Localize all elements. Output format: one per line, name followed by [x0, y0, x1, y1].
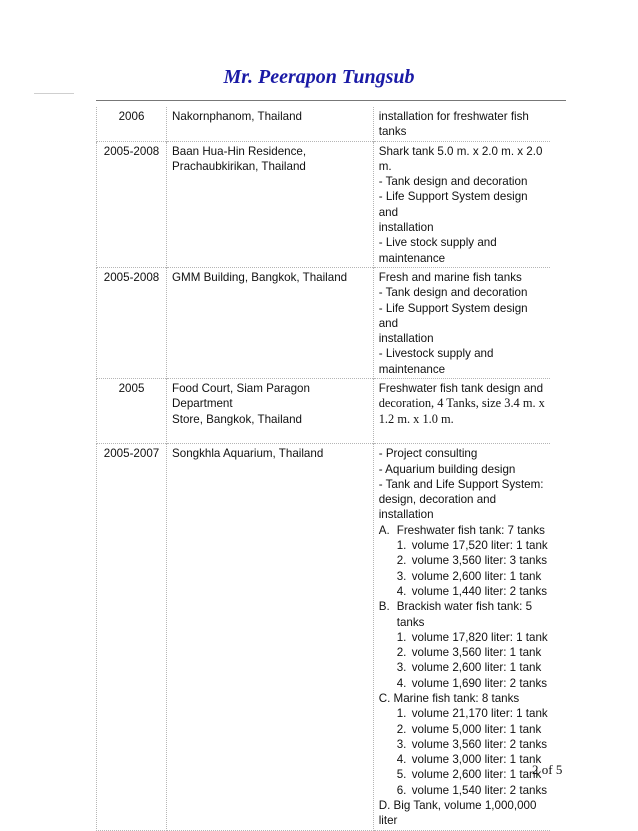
work-cell: [373, 107, 550, 141]
year-cell: 2005-2008: [97, 141, 167, 267]
work-text: Brackish water fish tank: 5: [396, 600, 533, 614]
work-text: installation: [378, 332, 434, 346]
work-text: volume 2,600 liter: 1 tank: [411, 569, 542, 583]
year-cell: 2006: [97, 107, 167, 141]
work-line: [379, 630, 548, 645]
project-table: [96, 107, 550, 831]
work-text: D. Big Tank, volume 1,000,000 liter: [378, 799, 537, 828]
work-line: [379, 553, 548, 568]
location-cell: [167, 141, 374, 267]
location-cell: [167, 444, 374, 830]
list-marker: 1.: [396, 630, 407, 644]
work-line: [379, 584, 548, 599]
work-text: - Livestock supply and: [378, 347, 494, 361]
work-text: decoration, 4 Tanks, size 3.4 m. x: [378, 396, 545, 411]
work-text: volume 3,000 liter: 1 tank: [411, 753, 542, 767]
work-text: design, decoration and installation: [378, 493, 497, 522]
work-text: maintenance: [378, 251, 446, 265]
year-cell: 2005: [97, 379, 167, 444]
work-line: [379, 737, 548, 752]
work-line: [379, 462, 548, 477]
work-line: [379, 124, 548, 139]
list-marker: 3.: [396, 737, 407, 751]
location-line: Baan Hua-Hin Residence,: [172, 144, 307, 158]
work-cell: [373, 444, 550, 830]
work-line: [379, 477, 548, 492]
work-text: volume 5,000 liter: 1 tank: [411, 722, 542, 736]
work-text: volume 3,560 liter: 2 tanks: [411, 737, 548, 751]
table-row: [97, 444, 551, 830]
work-text: volume 17,820 liter: 1 tank: [411, 630, 548, 644]
work-text: installation for freshwater fish: [378, 110, 529, 123]
work-text: volume 3,560 liter: 3 tanks: [411, 554, 548, 568]
list-marker: 1.: [396, 707, 407, 721]
work-line: [379, 381, 548, 396]
list-marker: 4.: [396, 753, 407, 767]
location-line: Songkhla Aquarium, Thailand: [172, 447, 324, 461]
work-text: - Aquarium building design: [378, 462, 516, 476]
work-line: [379, 235, 548, 250]
work-line: [379, 599, 548, 614]
list-marker: 2.: [396, 554, 407, 568]
location-line: Prachaubkirikan, Thailand: [172, 159, 306, 173]
location-cell: [167, 267, 374, 378]
work-line: [379, 251, 548, 266]
work-line: [379, 523, 548, 538]
list-marker: 3.: [396, 569, 407, 583]
work-text: installation: [378, 221, 434, 235]
work-text: volume 1,440 liter: 2 tanks: [411, 584, 548, 598]
work-line: [379, 645, 548, 660]
work-text: maintenance: [378, 362, 446, 376]
location-line: Nakornphanom, Thailand: [172, 110, 302, 123]
work-line: [379, 492, 548, 523]
work-line: [379, 412, 548, 427]
location-line: Food Court, Siam Paragon Department: [172, 382, 310, 411]
list-marker: 4.: [396, 584, 407, 598]
work-text: 1.2 m. x 1.0 m.: [378, 411, 454, 426]
work-text: Freshwater fish tank: 7 tanks: [396, 523, 545, 537]
work-line: [379, 174, 548, 189]
work-text: volume 17,520 liter: 1 tank: [411, 539, 548, 553]
list-marker: 3.: [396, 661, 407, 675]
work-text: Fresh and marine fish tanks: [378, 270, 522, 284]
work-line: [379, 427, 548, 442]
work-line: [379, 676, 548, 691]
work-cell: [373, 141, 550, 267]
work-line: [379, 691, 548, 706]
work-line: [379, 706, 548, 721]
work-line: [379, 446, 548, 461]
work-text: tanks: [396, 615, 425, 629]
work-text: - Life Support System design and: [378, 301, 528, 330]
work-line: [379, 798, 548, 829]
work-line: [379, 767, 548, 782]
work-line: [379, 301, 548, 332]
header-rule: [96, 100, 566, 101]
table-row: [97, 141, 551, 267]
work-line: [379, 220, 548, 235]
work-text: tanks: [378, 125, 407, 139]
work-line: [379, 285, 548, 300]
table-row: [97, 379, 551, 444]
work-line: [379, 396, 548, 411]
work-text: volume 1,690 liter: 2 tanks: [411, 676, 548, 690]
work-text: volume 2,600 liter: 1 tank: [411, 661, 542, 675]
table-row: [97, 107, 551, 141]
work-line: [379, 569, 548, 584]
list-marker: 2.: [396, 646, 407, 660]
work-text: Shark tank 5.0 m. x 2.0 m. x 2.0 m.: [378, 144, 543, 173]
list-marker: 1.: [396, 539, 407, 553]
list-marker: B.: [378, 600, 390, 614]
list-marker: 5.: [396, 768, 407, 782]
work-line: [379, 660, 548, 675]
work-line: [379, 346, 548, 361]
work-line: [379, 615, 548, 630]
location-line: Store, Bangkok, Thailand: [172, 412, 302, 426]
location-cell: [167, 107, 374, 141]
work-text: Freshwater fish tank design and: [378, 382, 544, 396]
work-text: - Tank design and decoration: [378, 286, 528, 300]
work-line: [379, 752, 548, 767]
list-marker: 6.: [396, 783, 407, 797]
work-line: [379, 270, 548, 285]
work-line: [379, 538, 548, 553]
work-line: [379, 189, 548, 220]
work-text: - Tank design and decoration: [378, 175, 528, 189]
location-line: GMM Building, Bangkok, Thailand: [172, 270, 348, 284]
work-text: volume 3,560 liter: 1 tank: [411, 646, 542, 660]
page-title: Mr. Peerapon Tungsub: [223, 66, 415, 88]
list-marker: 2.: [396, 722, 407, 736]
work-text: - Project consulting: [378, 447, 478, 461]
work-line: [379, 362, 548, 377]
year-cell: 2005-2007: [97, 444, 167, 830]
year-cell: 2005-2008: [97, 267, 167, 378]
work-line: [379, 722, 548, 737]
work-line: [379, 109, 548, 124]
work-cell: [373, 379, 550, 444]
list-marker: A.: [378, 523, 390, 537]
work-line: [379, 144, 548, 175]
work-text: C. Marine fish tank: 8 tanks: [378, 691, 520, 705]
work-line: [379, 783, 548, 798]
work-text: - Life Support System design and: [378, 190, 528, 219]
work-text: - Live stock supply and: [378, 236, 497, 250]
work-text: volume 2,600 liter: 1 tank: [411, 768, 542, 782]
page-number: 2 of 5: [532, 762, 563, 777]
list-marker: 4.: [396, 676, 407, 690]
work-cell: [373, 267, 550, 378]
margin-rule: [34, 93, 74, 94]
work-text: volume 21,170 liter: 1 tank: [411, 707, 548, 721]
work-text: - Tank and Life Support System:: [378, 477, 544, 491]
work-line: [379, 331, 548, 346]
work-text: volume 1,540 liter: 2 tanks: [411, 783, 548, 797]
location-cell: [167, 379, 374, 444]
table-row: [97, 267, 551, 378]
